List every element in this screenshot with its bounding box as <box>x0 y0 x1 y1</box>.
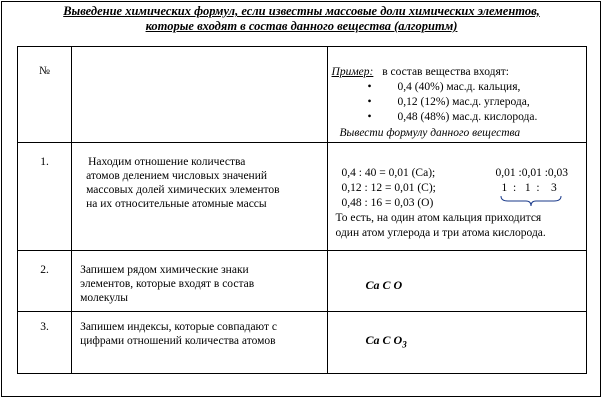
title-line-2: которые входят в состав данного вещества (алгоритм) <box>145 19 458 33</box>
step-number-cell <box>18 251 72 312</box>
calculation-cell <box>327 143 586 251</box>
algorithm-table <box>17 46 587 374</box>
step-description <box>72 312 326 348</box>
title-line-1: Выведение химических формул, если известны массовые доли химических элементов, <box>63 4 540 18</box>
text-line: молекулы <box>80 292 128 304</box>
step-number-cell <box>18 143 72 251</box>
table-header-row <box>18 47 587 143</box>
text-line: цифрами отношений количества атомов <box>80 335 276 347</box>
example-label: Пример: <box>331 66 374 78</box>
example-task: Вывести формулу данного вещества <box>339 127 521 139</box>
chemical-formula: Ca C O <box>365 278 403 292</box>
blank-header-cell <box>72 47 327 143</box>
number-column-header <box>18 47 72 143</box>
step-number: 2. <box>40 264 49 276</box>
ratio-brace-icon <box>500 195 562 207</box>
step-description-cell <box>72 143 327 251</box>
step-description-cell <box>72 251 327 312</box>
text-line: атомов делением числовых значений <box>86 170 268 182</box>
mass-fractions-list <box>368 80 538 125</box>
chemical-formula-with-index <box>366 333 407 351</box>
calc-line: 0,12 : 12 = 0,01 (C); <box>341 182 436 194</box>
step-number: 1. <box>40 156 49 168</box>
table-row <box>18 143 587 251</box>
ratio-values: 0,01 :0,01 :0,03 <box>495 167 569 179</box>
table-row <box>18 312 587 374</box>
table-row <box>18 251 587 312</box>
step-description-cell <box>72 312 327 374</box>
conclusion-line: один атом углерода и три атома кислорода. <box>335 227 546 239</box>
number-symbol: № <box>39 65 51 77</box>
algorithm-title <box>0 4 603 34</box>
text-line: Запишем индексы, которые совпадают с <box>80 321 277 333</box>
formula-symbols: Ca C O <box>365 333 403 347</box>
list-item: • 0,48 (48%) мас.д. кислорода. <box>368 110 538 125</box>
calc-line: 0,4 : 40 = 0,01 (Ca); <box>341 167 436 179</box>
step-description <box>72 143 326 211</box>
text-line: на их относительные атомные массы <box>86 198 267 210</box>
text-line: элементов, которые входят в состав <box>80 278 255 290</box>
example-intro: в состав вещества входят: <box>382 66 509 78</box>
text-line: Запишем рядом химические знаки <box>80 264 249 276</box>
example-intro-line <box>332 65 509 79</box>
calc-line: 0,48 : 16 = 0,03 (O) <box>341 197 434 209</box>
step-number: 3. <box>40 321 49 333</box>
list-item: • 0,4 (40%) мас.д. кальция, <box>368 80 538 95</box>
step-number-cell <box>18 312 72 374</box>
text-line: Находим отношение количества <box>88 156 246 168</box>
step-description <box>72 251 326 305</box>
formula-subscript: 3 <box>402 339 407 350</box>
ratio-integers: 1 : 1 : 3 <box>501 182 557 194</box>
text-line: массовых долей химических элементов <box>86 184 280 196</box>
conclusion-line: То есть, на один атом кальция приходится <box>335 212 542 224</box>
formula-cell <box>327 251 586 312</box>
formula-cell <box>327 312 586 374</box>
list-item: • 0,12 (12%) мас.д. углерода, <box>368 95 538 110</box>
example-cell <box>327 47 586 143</box>
